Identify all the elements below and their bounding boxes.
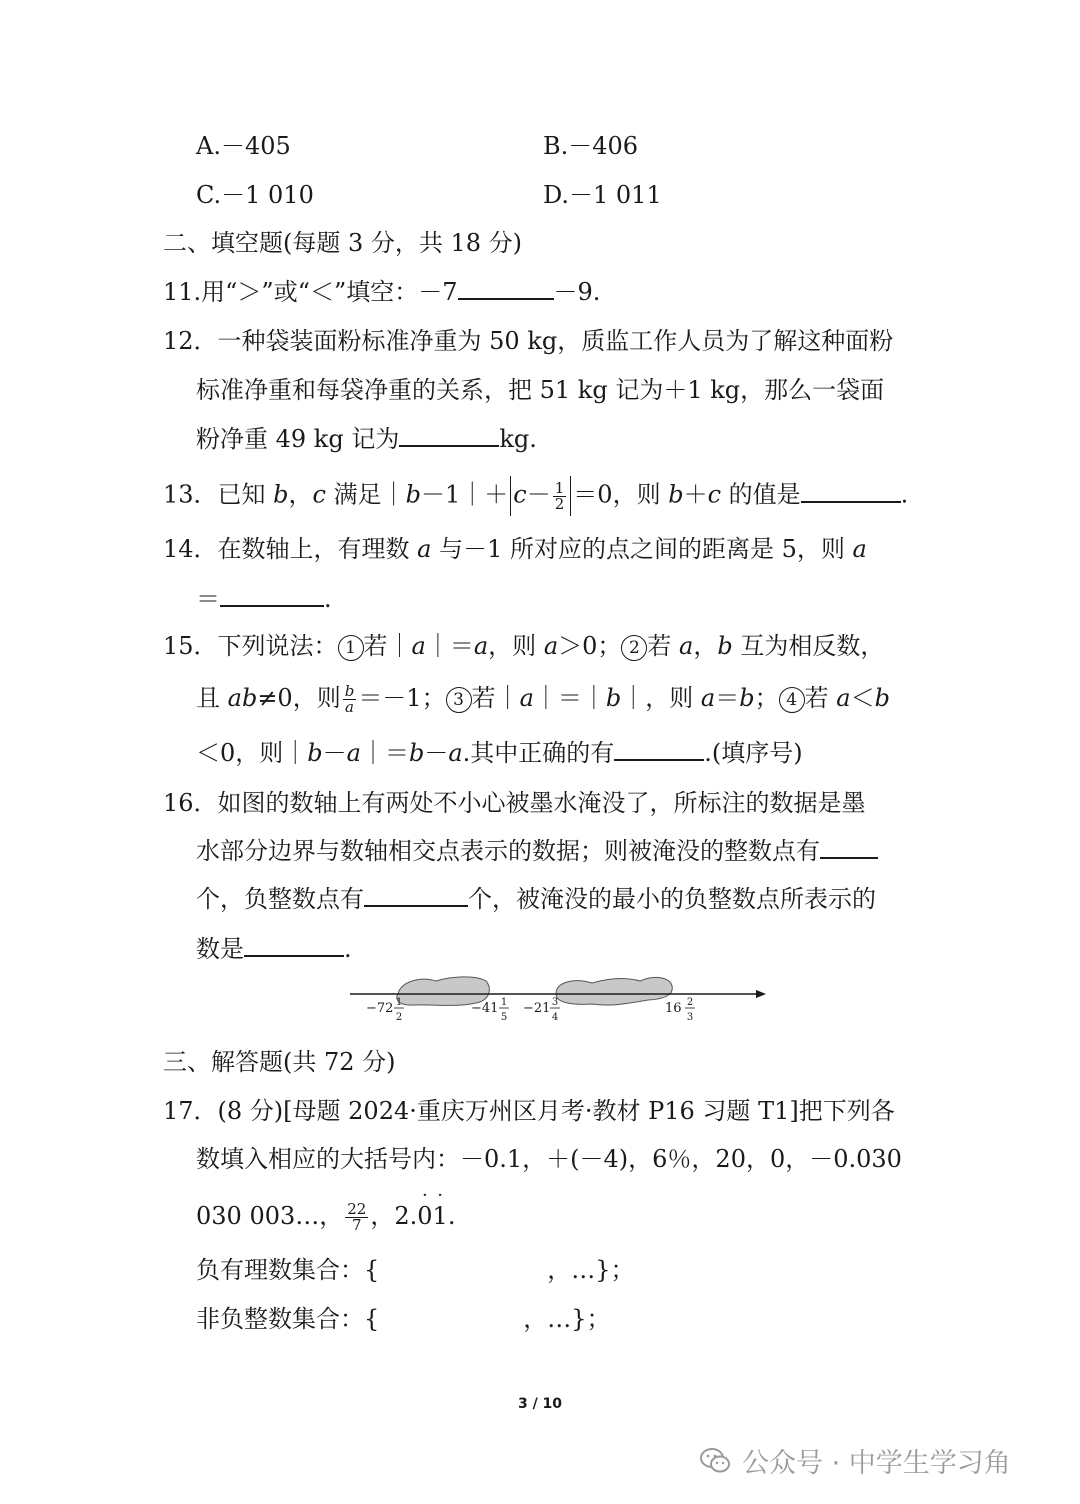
question-15-line-3 bbox=[196, 737, 803, 769]
section-2-title: 二、填空题(每题 3 分，共 18 分) bbox=[163, 229, 523, 257]
frac-den: a bbox=[345, 698, 354, 716]
q12-text: 粉净重 49 kg 记为 bbox=[196, 425, 400, 453]
label-neg72 bbox=[366, 997, 404, 1023]
q15-text: 若 bbox=[804, 684, 837, 712]
label-whole: −21 bbox=[523, 1001, 551, 1016]
var-c: c bbox=[513, 480, 527, 509]
q12-text-end: kg. bbox=[499, 425, 537, 453]
var-a: a bbox=[473, 632, 489, 660]
question-14-line-1 bbox=[163, 533, 867, 565]
label-neg41 bbox=[471, 997, 509, 1023]
var-c: c bbox=[312, 480, 326, 509]
circled-number-4: 4 bbox=[779, 687, 805, 713]
var-b: b bbox=[408, 739, 425, 767]
answer-blank bbox=[220, 583, 324, 607]
var-a: a bbox=[519, 684, 534, 712]
frac-num: 22 bbox=[347, 1200, 367, 1218]
var-b: b bbox=[307, 739, 323, 767]
q13-text: 13．已知 bbox=[163, 480, 274, 509]
var-b: b bbox=[605, 684, 622, 712]
q15-text: 15．下列说法： bbox=[163, 632, 338, 660]
q11-text-end: －9. bbox=[553, 278, 601, 306]
var-a: a bbox=[346, 739, 361, 767]
q15-text: ＜0，则｜ bbox=[196, 739, 308, 767]
label-den: 5 bbox=[500, 1012, 508, 1023]
q15-text: 互为相反数， bbox=[732, 632, 885, 660]
q15-text: ； bbox=[754, 684, 779, 712]
var-b: b bbox=[405, 480, 422, 509]
q15-text: ＞0； bbox=[558, 632, 622, 660]
fraction-one-half bbox=[553, 478, 567, 513]
q15-text: 且 bbox=[196, 684, 228, 712]
question-12-line-1: 12．一种袋装面粉标准净重为 50 kg，质监工作人员为了解这种面粉 bbox=[163, 327, 894, 355]
var-a: a bbox=[417, 535, 432, 563]
q13-text: 的值是 bbox=[721, 480, 801, 509]
question-15-line-1 bbox=[163, 630, 884, 662]
frac-den: 2 bbox=[554, 494, 565, 513]
q14-text: 与－1 所对应的点之间的距离是 5，则 bbox=[431, 535, 853, 563]
q16-text: 数是 bbox=[196, 935, 244, 963]
arrow-head-icon bbox=[756, 990, 766, 998]
label-pos16 bbox=[665, 997, 695, 1023]
q15-text: ， bbox=[693, 632, 718, 660]
set-nonnegative-integer: 非负整数集合：{ ，…}； bbox=[196, 1305, 611, 1333]
var-a: a bbox=[448, 739, 463, 767]
q15-text: .其中正确的有 bbox=[462, 739, 615, 767]
q13-text: ＝0，则 bbox=[573, 480, 669, 509]
var-a: a bbox=[411, 632, 426, 660]
q13-text: ， bbox=[288, 480, 313, 509]
q14-text: ＝ bbox=[196, 585, 220, 613]
question-17-line-2: 数填入相应的大括号内：－0.1，＋(－4)，6％，20，0，－0.030 bbox=[196, 1145, 902, 1173]
answer-blank bbox=[364, 883, 468, 907]
q15-text: 若｜ bbox=[471, 684, 520, 712]
ink-blot-right bbox=[556, 977, 672, 1005]
abs-bar-left bbox=[510, 476, 511, 516]
wechat-icon bbox=[698, 1443, 732, 1477]
question-12-line-3 bbox=[196, 423, 537, 455]
question-14-line-2 bbox=[196, 583, 332, 615]
var-a: a bbox=[543, 632, 559, 660]
section-3-title: 三、解答题(共 72 分) bbox=[163, 1048, 396, 1076]
q14-text-end: . bbox=[324, 585, 332, 613]
q15-text: ≠0，则 bbox=[257, 684, 341, 712]
q15-text: － bbox=[322, 739, 347, 767]
option-b: B.－406 bbox=[543, 132, 639, 160]
q17-text-end: . bbox=[447, 1202, 456, 1230]
circled-number-1: 1 bbox=[338, 635, 364, 661]
question-12-line-2: 标准净重和每袋净重的关系，把 51 kg 记为＋1 kg，那么一袋面 bbox=[196, 376, 885, 404]
q15-text: － bbox=[424, 739, 449, 767]
label-num: 1 bbox=[500, 997, 508, 1008]
label-neg21 bbox=[523, 997, 560, 1023]
fraction-b-over-a bbox=[343, 684, 357, 715]
circled-number-2: 2 bbox=[621, 635, 647, 661]
q15-text: ＝－1； bbox=[358, 684, 446, 712]
question-17-line-3 bbox=[196, 1200, 455, 1233]
var-b: b bbox=[273, 480, 289, 509]
fraction-22-over-7 bbox=[345, 1202, 368, 1233]
q13-text-end: . bbox=[900, 480, 909, 509]
q13-text: 满足｜ bbox=[326, 480, 406, 509]
q17-text: ，2. bbox=[370, 1202, 418, 1230]
q17-text: 030 003…， bbox=[196, 1202, 344, 1230]
question-13 bbox=[163, 476, 908, 516]
option-d: D.－1 011 bbox=[543, 181, 662, 209]
var-b: b bbox=[717, 632, 733, 660]
q14-text: 14．在数轴上，有理数 bbox=[163, 535, 418, 563]
q16-text: 个，负整数点有 bbox=[196, 885, 364, 913]
var-a: a bbox=[679, 632, 694, 660]
label-num: 1 bbox=[395, 997, 403, 1008]
label-whole: 16 bbox=[665, 1001, 682, 1016]
q13-text: －1｜＋ bbox=[421, 480, 509, 509]
watermark-text: 公众号 · 中学生学习角 bbox=[742, 1447, 1011, 1479]
q15-text-end: .(填序号) bbox=[704, 739, 803, 767]
question-17-line-1: 17．(8 分)[母题 2024·重庆万州区月考·教材 P16 习题 T1]把下列各 bbox=[163, 1097, 895, 1125]
var-c: c bbox=[707, 480, 722, 509]
question-16-line-1: 16．如图的数轴上有两处不小心被墨水淹没了，所标注的数据是墨 bbox=[163, 789, 866, 817]
q15-text: ｜，则 bbox=[621, 684, 701, 712]
q15-text: ＜ bbox=[850, 684, 875, 712]
option-a: A.－405 bbox=[196, 132, 291, 160]
frac-num: b bbox=[344, 682, 355, 700]
answer-blank bbox=[801, 479, 901, 503]
question-11 bbox=[163, 276, 600, 308]
q13-text: － bbox=[526, 480, 551, 509]
var-b: b bbox=[739, 684, 755, 712]
var-a: a bbox=[836, 684, 851, 712]
q15-text: ｜＝ bbox=[425, 632, 474, 660]
frac-num: 1 bbox=[554, 478, 565, 497]
answer-blank bbox=[614, 737, 704, 761]
q15-text: ｜＝ bbox=[360, 739, 409, 767]
q16-text: 水部分边界与数轴相交点表示的数据；则被淹没的整数点有 bbox=[196, 837, 820, 865]
frac-den: 7 bbox=[352, 1216, 362, 1234]
label-den: 2 bbox=[395, 1012, 403, 1023]
var-b: b bbox=[668, 480, 684, 509]
repeating-digit: · 0 bbox=[417, 1200, 432, 1232]
q15-text: 若 bbox=[647, 632, 680, 660]
q13-text: ＋ bbox=[683, 480, 708, 509]
label-num: 2 bbox=[686, 997, 694, 1008]
abs-bar-right bbox=[570, 476, 571, 516]
answer-blank bbox=[458, 276, 554, 300]
answer-blank bbox=[244, 933, 344, 957]
label-whole: −72 bbox=[366, 1001, 394, 1016]
label-num: 3 bbox=[551, 997, 559, 1008]
answer-blank bbox=[820, 835, 878, 859]
label-den: 4 bbox=[551, 1012, 559, 1023]
watermark bbox=[698, 1440, 1011, 1480]
var-a: a bbox=[700, 684, 716, 712]
q15-text: ，则 bbox=[488, 632, 544, 660]
question-16-line-3 bbox=[196, 883, 876, 915]
q16-text: 个，被淹没的最小的负整数点所表示的 bbox=[468, 885, 876, 913]
q15-text: 若｜ bbox=[363, 632, 412, 660]
q16-text-end: . bbox=[344, 935, 352, 963]
q11-text: 11.用“＞”或“＜”填空：－7 bbox=[163, 278, 458, 306]
q15-text: ｜＝｜ bbox=[533, 684, 606, 712]
label-den: 3 bbox=[686, 1012, 694, 1023]
var-b: b bbox=[874, 684, 890, 712]
circled-number-3: 3 bbox=[446, 687, 472, 713]
q15-text: ＝ bbox=[715, 684, 740, 712]
question-15-line-2 bbox=[196, 682, 890, 715]
label-whole: −41 bbox=[471, 1001, 499, 1016]
repeating-digit: · 1 bbox=[433, 1200, 448, 1232]
page-number: 3 / 10 bbox=[517, 1396, 563, 1412]
number-line-figure bbox=[340, 972, 770, 1030]
set-negative-rational: 负有理数集合：{ ，…}； bbox=[196, 1256, 635, 1284]
var-a: a bbox=[852, 535, 867, 563]
var-ab: ab bbox=[227, 684, 258, 712]
question-16-line-2 bbox=[196, 835, 878, 867]
answer-blank bbox=[399, 423, 499, 447]
option-c: C.－1 010 bbox=[196, 181, 314, 209]
question-16-line-4 bbox=[196, 933, 352, 965]
